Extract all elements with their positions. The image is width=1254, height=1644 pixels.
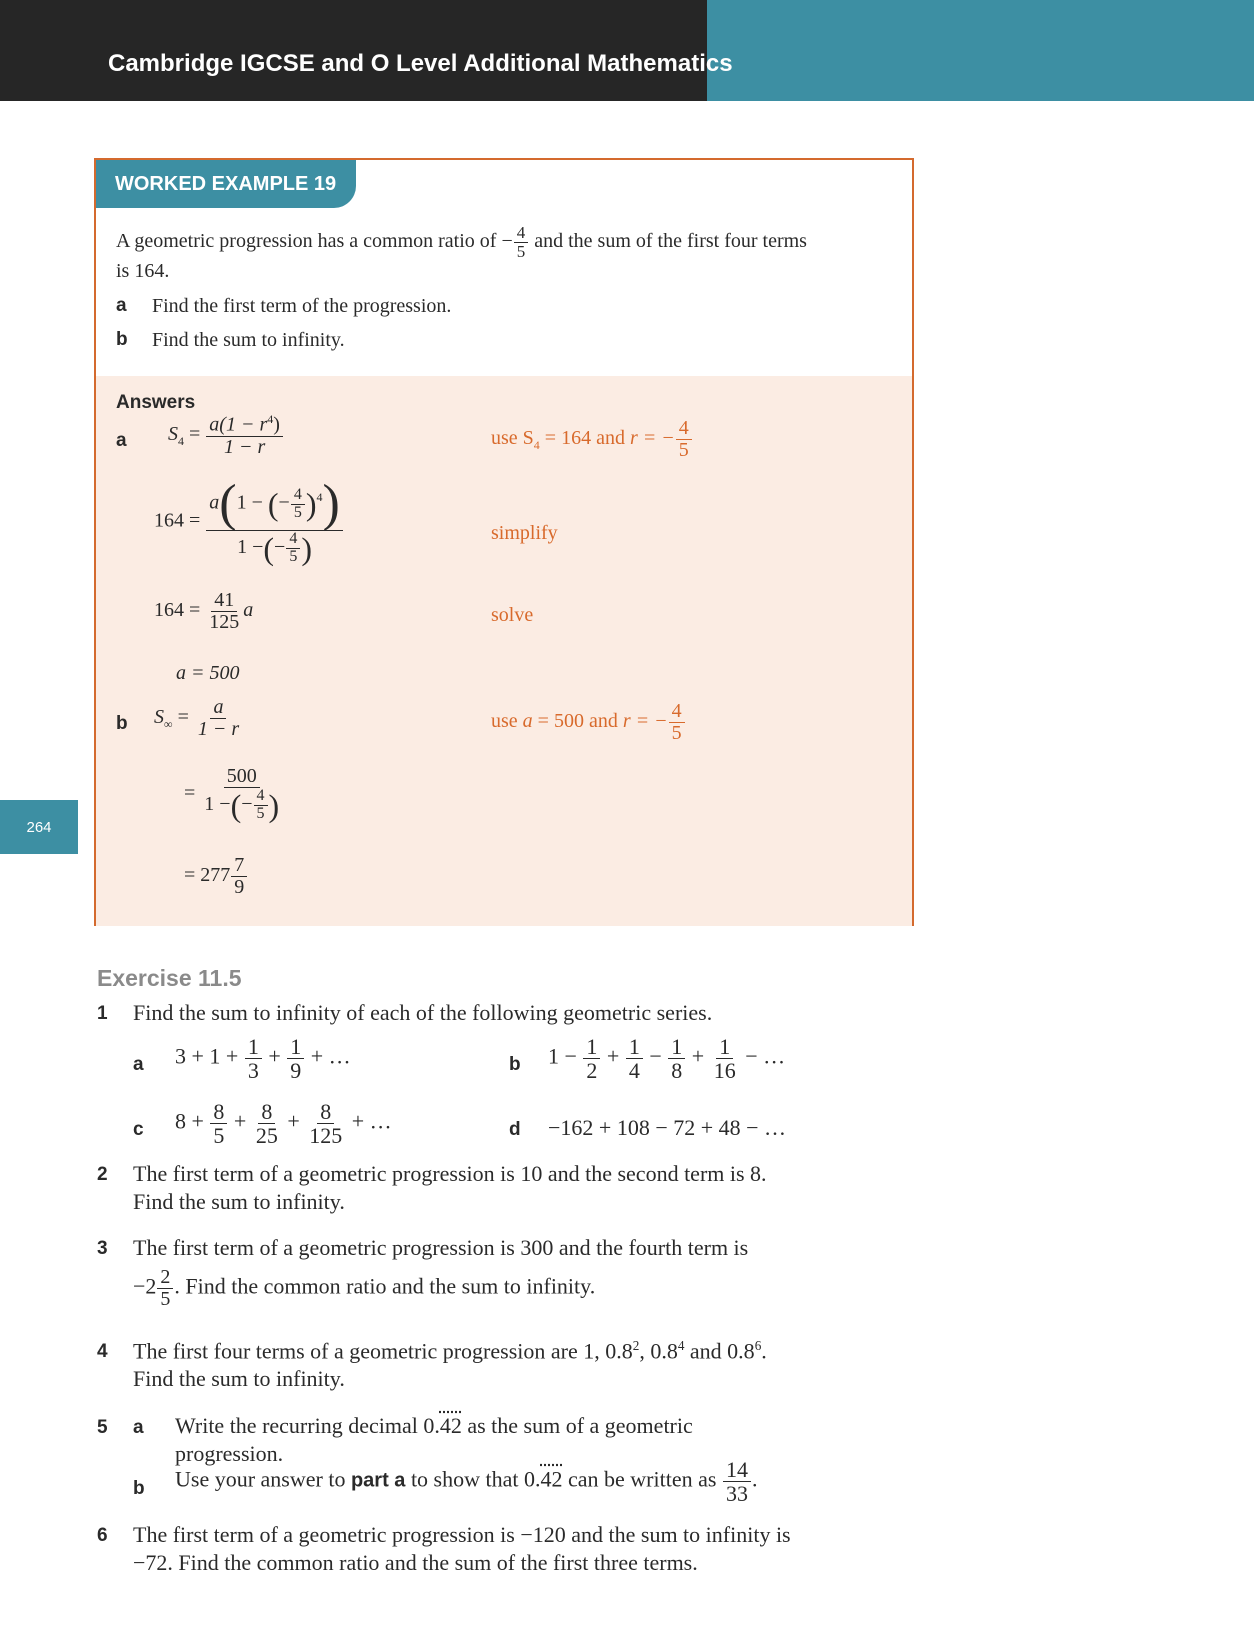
exercise-title: Exercise 11.5	[97, 965, 242, 991]
series-c: 8 + $\frac{8}{5}$ + $\frac{8}{25}$ + $\frac{8}{125}$ + …	[175, 1099, 392, 1149]
question-text: Use your answer to part a to show that 0.42 can be written as $\frac{14}{33}$ .	[175, 1457, 758, 1507]
worked-example-box	[94, 158, 914, 926]
part-text: Find the sum to infinity.	[152, 329, 345, 351]
series-b: 1 − $\frac{1}{2}$ + $\frac{1}{4}$ − $\frac{1}{8}$ + $\frac{1}{16}$ − …	[548, 1034, 786, 1084]
question-text: A geometric progression has a common ratio of − $\frac{4}{5}$ and the sum of the first four terms	[116, 223, 807, 261]
question-number: 6	[97, 1525, 108, 1546]
subpart-label: a	[133, 1054, 144, 1075]
series-a: 3 + 1 + $\frac{1}{3}$ + $\frac{1}{9}$ + …	[175, 1034, 351, 1084]
subpart-label: c	[133, 1119, 144, 1140]
part-label: a	[116, 295, 127, 316]
question-text: The first four terms of a geometric progression are 1, $0.8^2$, $0.8^4$ and $0.8^6$.	[133, 1338, 767, 1364]
subpart-label: b	[133, 1478, 145, 1499]
answers-heading: Answers	[116, 392, 196, 413]
part-label: b	[116, 329, 128, 350]
step-500: = 500 1 −(− $\frac{4}{5}$ )	[184, 765, 280, 824]
question-text: Find the sum to infinity of each of the following geometric series.	[133, 1000, 713, 1025]
question-text: progression.	[175, 1441, 284, 1466]
header-accent	[707, 0, 1254, 101]
question-number: 4	[97, 1341, 108, 1362]
answer-part-label: a	[116, 430, 127, 451]
question-number: 1	[97, 1003, 108, 1024]
page-number: 264	[0, 800, 78, 854]
question-text-line2: is 164.	[116, 260, 170, 282]
question-text: The first term of a geometric progression is 10 and the second term is 8.	[133, 1161, 767, 1186]
step-41-125: 164 = $\frac{41}{125}$ a	[154, 589, 254, 633]
subpart-label: d	[509, 1119, 521, 1140]
part-text: Find the first term of the progression.	[152, 295, 452, 317]
step-final: = 277 $\frac{7}{9}$	[184, 855, 248, 898]
recurring-digits: 42	[439, 1413, 462, 1438]
annotation-solve: solve	[491, 604, 534, 626]
step-s4-formula: $S_4$ = $\frac{a(1 - r^4)}{1 - r}$	[168, 413, 284, 458]
question-number: 5	[97, 1417, 108, 1438]
question-number: 3	[97, 1238, 108, 1259]
annotation-simplify: simplify	[491, 522, 558, 544]
question-text: The first term of a geometric progression is 300 and the fourth term is	[133, 1235, 749, 1260]
step-a-result: a = 500	[176, 662, 240, 684]
subpart-label: b	[509, 1054, 521, 1075]
question-text: −72. Find the common ratio and the sum of the first three terms.	[133, 1550, 698, 1575]
question-text: Write the recurring decimal 0.42 as the sum of a geometric	[175, 1413, 693, 1438]
question-text: Find the sum to infinity.	[133, 1189, 345, 1214]
question-number: 2	[97, 1164, 108, 1185]
annotation-use-s4: use $S_4 = 164$ and r = − $\frac{4}{5}$	[491, 418, 693, 461]
annotation-use-a: use a = 500 and r = − $\frac{4}{5}$	[491, 701, 686, 744]
answer-part-label: b	[116, 713, 128, 734]
book-title: Cambridge IGCSE and O Level Additional Mathematics	[108, 50, 733, 77]
step-sinf-formula: $S_\infty$ = $\frac{a}{1 - r}$	[154, 696, 240, 740]
series-d: −162 + 108 − 72 + 48 − …	[548, 1115, 787, 1140]
subpart-label: a	[133, 1417, 144, 1438]
worked-example-badge: WORKED EXAMPLE 19	[96, 160, 356, 208]
question-text: Find the sum to infinity.	[133, 1366, 345, 1391]
question-text: The first term of a geometric progression is −120 and the sum to infinity is	[133, 1522, 791, 1547]
step-substitute: 164 = a(1 − (− $\frac{4}{5}$ )$^4$) 1 −(− $\frac{4}{5}$ )	[154, 478, 344, 566]
question-text: −2 $\frac{2}{5}$ . Find the common ratio and the sum to infinity.	[133, 1266, 596, 1310]
